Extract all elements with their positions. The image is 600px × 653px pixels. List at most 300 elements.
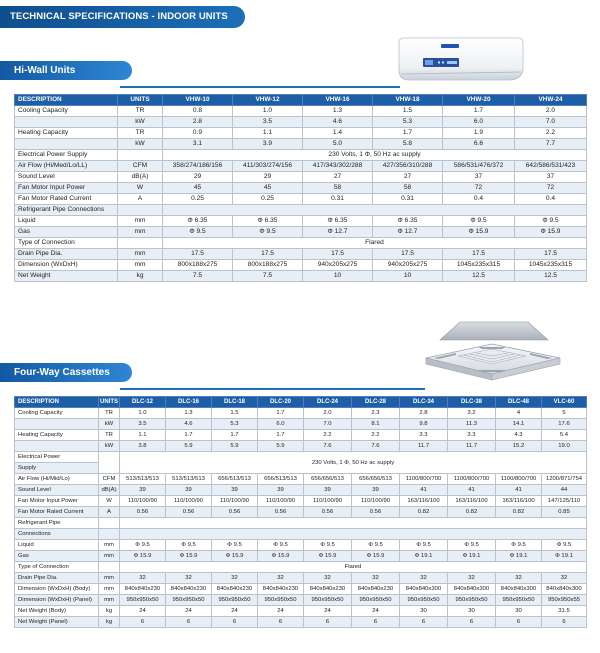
spec-value: 24 (166, 606, 212, 617)
spec-value: 656/656/513 (352, 474, 400, 485)
spec-value: 7.5 (233, 271, 303, 282)
spec-value: 17.5 (443, 249, 515, 260)
spec-row (15, 139, 587, 150)
spec-value: 163/116/100 (400, 496, 448, 507)
row-description: Cooling Capacity (15, 408, 99, 419)
spec-value: 5.4 (542, 430, 587, 441)
row-unit (118, 150, 163, 161)
spec-value: 11.7 (400, 441, 448, 452)
spec-value: 1100/800/700 (496, 474, 542, 485)
spec-value: 10 (373, 271, 443, 282)
spec-value: 940x205x275 (303, 260, 373, 271)
spec-value: 32 (542, 573, 587, 584)
spec-value: 7.6 (352, 441, 400, 452)
spec-value: 3.5 (233, 117, 303, 128)
spec-value: 411/303/274/156 (233, 161, 303, 172)
spec-value: 17.5 (163, 249, 233, 260)
spec-value: Φ 15.9 (120, 551, 166, 562)
spec-value: Φ 6.35 (233, 216, 303, 227)
spec-value: 30 (400, 606, 448, 617)
row-description: Fan Motor Input Power (15, 183, 118, 194)
row-description: Liquid (15, 540, 99, 551)
spec-value: Φ 19.1 (400, 551, 448, 562)
spec-value: 950x950x50 (448, 595, 496, 606)
header-model: DLC-20 (258, 397, 304, 408)
row-description: Net Weight (15, 271, 118, 282)
spec-value: Φ 9.5 (233, 227, 303, 238)
spec-value: 27 (303, 172, 373, 183)
spec-value: 10 (303, 271, 373, 282)
row-spanned-value: 230 Volts, 1 Φ, 50 Hz ac supply (163, 150, 587, 161)
spec-value: 840x840x300 (542, 584, 587, 595)
spec-value: Φ 6.35 (303, 216, 373, 227)
spec-value: 11.7 (448, 441, 496, 452)
row-unit: A (118, 194, 163, 205)
spec-value: 45 (163, 183, 233, 194)
spec-value: 110/100/90 (166, 496, 212, 507)
spec-value: 6 (496, 617, 542, 628)
row-unit: kW (99, 419, 120, 430)
row-description: Sound Level (15, 172, 118, 183)
spec-value: Φ 9.5 (448, 540, 496, 551)
spec-value: 1.7 (258, 430, 304, 441)
row-unit (118, 238, 163, 249)
spec-value: Φ 15.9 (166, 551, 212, 562)
spec-value: 2.0 (304, 408, 352, 419)
row-description: Sound Level (15, 485, 99, 496)
spec-row (15, 194, 587, 205)
row-spanned-value: 230 Volts, 1 Φ, 50 Hz ac supply (120, 452, 587, 474)
spec-value: 37 (443, 172, 515, 183)
spec-value: 7.0 (515, 117, 587, 128)
spec-value: Φ 9.5 (542, 540, 587, 551)
header-model: VHW-24 (515, 95, 587, 106)
spec-value: 4.6 (303, 117, 373, 128)
spec-row (15, 271, 587, 282)
header-model: DLC-28 (352, 397, 400, 408)
row-unit: kW (118, 117, 163, 128)
spec-value: 1100/800/700 (400, 474, 448, 485)
spec-row (15, 117, 587, 128)
spec-value: 19.0 (542, 441, 587, 452)
spec-row (15, 485, 587, 496)
spec-value: 0.25 (233, 194, 303, 205)
spec-value: 0.31 (303, 194, 373, 205)
spec-value: 72 (443, 183, 515, 194)
header-model: VHW-18 (373, 95, 443, 106)
spec-row (15, 172, 587, 183)
spec-value: Φ 9.5 (304, 540, 352, 551)
spec-value: 39 (166, 485, 212, 496)
spec-value: 30 (448, 606, 496, 617)
spec-value: 12.5 (443, 271, 515, 282)
header-model: DLC-48 (496, 397, 542, 408)
spec-value: 58 (303, 183, 373, 194)
spec-value: 3.8 (120, 441, 166, 452)
spec-row (15, 452, 587, 463)
spec-value: 656/513/513 (212, 474, 258, 485)
spec-value: Φ 9.5 (496, 540, 542, 551)
spec-value: 0.9 (163, 128, 233, 139)
header-model: DLC-16 (166, 397, 212, 408)
row-unit: TR (99, 408, 120, 419)
spec-value: 32 (352, 573, 400, 584)
spec-value: 1.5 (212, 408, 258, 419)
spec-row (15, 617, 587, 628)
spec-value: 513/513/513 (166, 474, 212, 485)
spec-value: 5 (542, 408, 587, 419)
row-unit: kg (99, 617, 120, 628)
spec-row (15, 183, 587, 194)
spec-value: 5.8 (373, 139, 443, 150)
row-unit: CFM (118, 161, 163, 172)
spec-value: 39 (258, 485, 304, 496)
spec-value: Φ 15.9 (515, 227, 587, 238)
spec-row (15, 205, 587, 216)
spec-value: 0.82 (496, 507, 542, 518)
spec-value: 840x840x230 (120, 584, 166, 595)
spec-row (15, 595, 587, 606)
row-empty-cell (120, 518, 587, 529)
spec-value: 32 (212, 573, 258, 584)
spec-value: 840x840x300 (400, 584, 448, 595)
row-unit: kg (99, 606, 120, 617)
row-description: Dimension (WxDxH) (Body) (15, 584, 99, 595)
spec-row (15, 260, 587, 271)
spec-value: 1.7 (212, 430, 258, 441)
spec-value: 6 (304, 617, 352, 628)
spec-row (15, 150, 587, 161)
row-description: Liquid (15, 216, 118, 227)
hiwall-section-title: Hi-Wall Units (14, 65, 76, 76)
spec-value: 840x840x300 (496, 584, 542, 595)
cassette-section-banner (0, 363, 132, 382)
cassette-header-row (15, 397, 587, 408)
row-unit: kg (118, 271, 163, 282)
hiwall-header-row (15, 95, 587, 106)
spec-value: 32 (448, 573, 496, 584)
spec-value: 17.5 (373, 249, 443, 260)
spec-value: 3.9 (233, 139, 303, 150)
row-description: Type of Connection (15, 238, 118, 249)
spec-value: 1.4 (303, 128, 373, 139)
spec-value: 1.0 (120, 408, 166, 419)
spec-value: 0.82 (400, 507, 448, 518)
spec-value: Φ 12.7 (303, 227, 373, 238)
spec-row (15, 496, 587, 507)
spec-value: 7.0 (304, 419, 352, 430)
row-unit (99, 452, 120, 474)
row-unit: mm (118, 216, 163, 227)
spec-value: 4.6 (166, 419, 212, 430)
row-description (15, 441, 99, 452)
spec-value: Φ 6.35 (373, 216, 443, 227)
hiwall-spec-table (14, 94, 587, 282)
row-unit: mm (99, 551, 120, 562)
spec-value: 800x188x275 (163, 260, 233, 271)
spec-value: Φ 15.9 (352, 551, 400, 562)
spec-value: 32 (304, 573, 352, 584)
spec-value: 940x205x275 (373, 260, 443, 271)
spec-value: 840x840x230 (258, 584, 304, 595)
spec-value: 0.56 (258, 507, 304, 518)
spec-value: 427/356/310/288 (373, 161, 443, 172)
header-units: UNITS (118, 95, 163, 106)
spec-value: Φ 15.9 (304, 551, 352, 562)
cassette-spec-table (14, 396, 587, 628)
spec-value: Φ 9.5 (166, 540, 212, 551)
spec-value: 7.5 (163, 271, 233, 282)
row-description: Air Flow (Hi/Mid/Lo) (15, 474, 99, 485)
spec-value: 9.8 (400, 419, 448, 430)
spec-value: 24 (304, 606, 352, 617)
spec-value: 0.56 (304, 507, 352, 518)
header-model: VHW-20 (443, 95, 515, 106)
spec-value: 1045x235x315 (515, 260, 587, 271)
spec-value: 41 (400, 485, 448, 496)
row-unit: dB(A) (99, 485, 120, 496)
spec-value: 29 (233, 172, 303, 183)
spec-row (15, 238, 587, 249)
row-description: Connections (15, 529, 99, 540)
spec-row (15, 529, 587, 540)
spec-value: Φ 15.9 (258, 551, 304, 562)
row-unit: CFM (99, 474, 120, 485)
spec-row (15, 474, 587, 485)
spec-value: 6 (166, 617, 212, 628)
spec-row (15, 441, 587, 452)
spec-value: 17.5 (233, 249, 303, 260)
spec-value: 513/513/513 (120, 474, 166, 485)
spec-value: 840x840x230 (166, 584, 212, 595)
row-unit: mm (99, 595, 120, 606)
spec-row (15, 161, 587, 172)
spec-value: 6 (542, 617, 587, 628)
spec-value: 0.82 (448, 507, 496, 518)
spec-value: 5.0 (303, 139, 373, 150)
spec-value: 5.9 (258, 441, 304, 452)
header-description: DESCRIPTION (15, 397, 99, 408)
row-description: Electrical Power Supply (15, 150, 118, 161)
row-description: Fan Motor Rated Current (15, 194, 118, 205)
spec-value: 0.4 (443, 194, 515, 205)
spec-value: 32 (400, 573, 448, 584)
spec-value: 1.9 (443, 128, 515, 139)
header-model: DLC-24 (304, 397, 352, 408)
header-model: DLC-18 (212, 397, 258, 408)
row-unit: mm (118, 249, 163, 260)
spec-value: 950x950x50 (304, 595, 352, 606)
row-unit: mm (118, 227, 163, 238)
spec-value: 17.5 (515, 249, 587, 260)
spec-value: 32 (496, 573, 542, 584)
cassette-section-title: Four-Way Cassettes (14, 367, 110, 378)
spec-value: 656/513/513 (258, 474, 304, 485)
spec-value: 39 (120, 485, 166, 496)
row-description: Fan Motor Input Power (15, 496, 99, 507)
spec-value: 586/531/476/372 (443, 161, 515, 172)
spec-value: 1.7 (166, 430, 212, 441)
spec-value: 5.9 (212, 441, 258, 452)
spec-value: 17.6 (542, 419, 587, 430)
row-unit (99, 562, 120, 573)
spec-value: 950x950x50 (166, 595, 212, 606)
spec-value: 110/100/90 (304, 496, 352, 507)
spec-value: Φ 9.5 (400, 540, 448, 551)
page-title: TECHNICAL SPECIFICATIONS - INDOOR UNITS (10, 11, 228, 22)
spec-value: Φ 9.5 (120, 540, 166, 551)
spec-value: 2.2 (515, 128, 587, 139)
spec-row (15, 408, 587, 419)
row-description (15, 139, 118, 150)
row-description: Refrigerant Pipe Connections (15, 205, 118, 216)
spec-row (15, 419, 587, 430)
spec-value: 1.1 (120, 430, 166, 441)
header-model: VHW-12 (233, 95, 303, 106)
row-unit: TR (99, 430, 120, 441)
spec-row (15, 584, 587, 595)
spec-value: Φ 6.35 (163, 216, 233, 227)
spec-value: 12.5 (515, 271, 587, 282)
spec-value: 110/100/90 (212, 496, 258, 507)
spec-value: 39 (304, 485, 352, 496)
spec-value: Φ 15.9 (212, 551, 258, 562)
row-description: Dimension (WxDxH) (Panel) (15, 595, 99, 606)
spec-value: 417/343/302/288 (303, 161, 373, 172)
spec-value: Φ 19.1 (496, 551, 542, 562)
spec-value: 41 (448, 485, 496, 496)
row-description: Net Weight (Panel) (15, 617, 99, 628)
spec-value: 39 (212, 485, 258, 496)
spec-value: 5.3 (373, 117, 443, 128)
wall-unit-illustration (395, 36, 525, 86)
row-description: Drain Pipe Dia. (15, 573, 99, 584)
spec-row (15, 128, 587, 139)
row-unit: mm (99, 584, 120, 595)
row-unit: mm (99, 573, 120, 584)
spec-value: 3.1 (163, 139, 233, 150)
spec-value: 0.4 (515, 194, 587, 205)
spec-value: 656/656/513 (304, 474, 352, 485)
row-description: Dimension (WxDxH) (15, 260, 118, 271)
row-unit: W (99, 496, 120, 507)
spec-row (15, 106, 587, 117)
spec-value: 4 (496, 408, 542, 419)
spec-value: 1.5 (373, 106, 443, 117)
row-unit: W (118, 183, 163, 194)
row-spanned-value: Flared (120, 562, 587, 573)
spec-value: 0.25 (163, 194, 233, 205)
row-description: Type of Connection (15, 562, 99, 573)
spec-row (15, 430, 587, 441)
hiwall-section-banner (0, 61, 132, 80)
spec-value: 3.3 (448, 430, 496, 441)
spec-value: 1.1 (233, 128, 303, 139)
spec-value: 30 (496, 606, 542, 617)
spec-value: 0.56 (352, 507, 400, 518)
spec-value: 24 (120, 606, 166, 617)
spec-value: 1.7 (258, 408, 304, 419)
spec-value: Φ 9.5 (212, 540, 258, 551)
spec-value: 0.85 (542, 507, 587, 518)
spec-value: 5.9 (166, 441, 212, 452)
hiwall-section-rule (120, 86, 400, 88)
header-model: VHW-10 (163, 95, 233, 106)
spec-value: Φ 19.1 (448, 551, 496, 562)
row-unit (99, 518, 120, 529)
spec-value: 110/100/90 (352, 496, 400, 507)
row-description: Heating Capacity (15, 128, 118, 139)
spec-value: 27 (373, 172, 443, 183)
spec-value: 11.3 (448, 419, 496, 430)
spec-value: 1.7 (443, 106, 515, 117)
spec-value: Φ 9.5 (163, 227, 233, 238)
spec-row (15, 540, 587, 551)
spec-value: 3.3 (400, 430, 448, 441)
spec-value: 840x840x230 (304, 584, 352, 595)
spec-value: 24 (212, 606, 258, 617)
spec-value: 950x950x50 (400, 595, 448, 606)
spec-value: Φ 12.7 (373, 227, 443, 238)
spec-value: 840x840x230 (212, 584, 258, 595)
spec-value: 15.2 (496, 441, 542, 452)
spec-value: 2.3 (352, 408, 400, 419)
spec-value: 6.0 (258, 419, 304, 430)
row-unit: A (99, 507, 120, 518)
row-empty-cell (120, 529, 587, 540)
spec-value: 37 (515, 172, 587, 183)
row-unit: TR (118, 128, 163, 139)
spec-value: 840x840x300 (448, 584, 496, 595)
spec-value: 7.6 (304, 441, 352, 452)
spec-row (15, 249, 587, 260)
spec-value: Φ 9.5 (443, 216, 515, 227)
spec-value: 14.1 (496, 419, 542, 430)
spec-value: Φ 15.9 (443, 227, 515, 238)
spec-value: 950x950x50 (212, 595, 258, 606)
spec-row (15, 606, 587, 617)
spec-value: 0.56 (212, 507, 258, 518)
row-description: Heating Capacity (15, 430, 99, 441)
spec-value: 2.0 (515, 106, 587, 117)
spec-value: 58 (373, 183, 443, 194)
row-description: Gas (15, 227, 118, 238)
spec-value: 163/116/100 (448, 496, 496, 507)
spec-value: 2.2 (304, 430, 352, 441)
row-description: Fan Motor Rated Current (15, 507, 99, 518)
spec-value: 2.8 (400, 408, 448, 419)
spec-value: 8.1 (352, 419, 400, 430)
row-unit (118, 205, 163, 216)
spec-value: 17.5 (303, 249, 373, 260)
spec-row (15, 227, 587, 238)
row-unit: dB(A) (118, 172, 163, 183)
spec-value: 3.2 (448, 408, 496, 419)
spec-value: 1100/800/700 (448, 474, 496, 485)
spec-value: 358/274/186/156 (163, 161, 233, 172)
spec-value: 6 (352, 617, 400, 628)
spec-value: 0.31 (373, 194, 443, 205)
spec-value: 1.3 (303, 106, 373, 117)
spec-value: 6.6 (443, 139, 515, 150)
spec-value: 950x950x50 (496, 595, 542, 606)
spec-value: 0.8 (163, 106, 233, 117)
row-description: Air Flow (Hi/Med/Lo/LL) (15, 161, 118, 172)
spec-value: 950x950x50 (258, 595, 304, 606)
header-model: VLC-60 (542, 397, 587, 408)
spec-value: 4.3 (496, 430, 542, 441)
row-description: Drain Pipe Dia. (15, 249, 118, 260)
